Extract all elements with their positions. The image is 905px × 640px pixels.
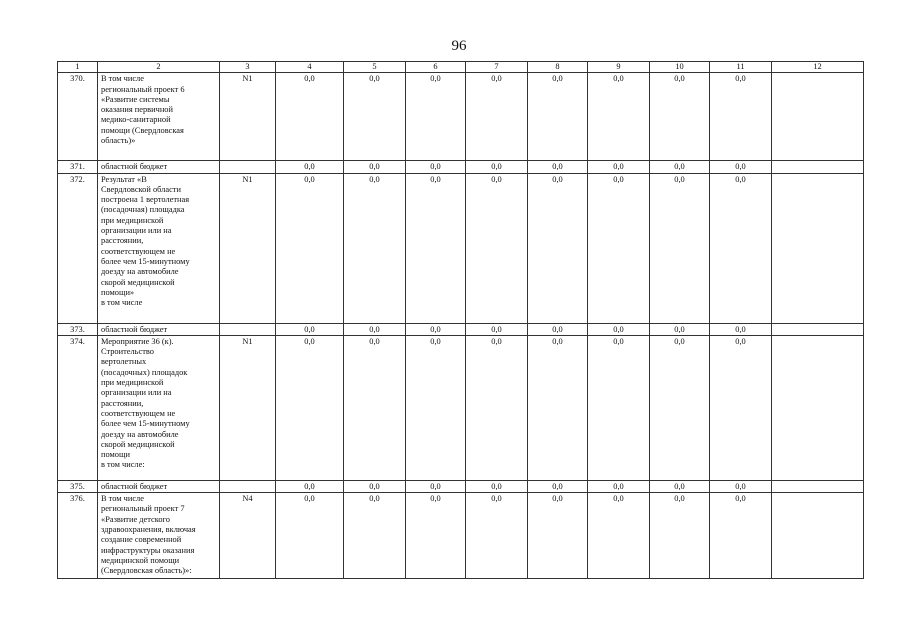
column-header: 2 xyxy=(98,62,220,73)
row-code xyxy=(220,480,276,492)
note-cell xyxy=(772,480,864,492)
value-cell: 0,0 xyxy=(276,493,344,579)
value-cell: 0,0 xyxy=(588,480,650,492)
column-header: 9 xyxy=(588,62,650,73)
value-cell: 0,0 xyxy=(710,173,772,323)
note-cell xyxy=(772,73,864,161)
value-cell: 0,0 xyxy=(528,480,588,492)
value-cell: 0,0 xyxy=(650,323,710,335)
row-name: областной бюджет xyxy=(98,480,220,492)
value-cell: 0,0 xyxy=(344,493,406,579)
value-cell: 0,0 xyxy=(528,161,588,173)
note-cell xyxy=(772,335,864,480)
column-header: 4 xyxy=(276,62,344,73)
value-cell: 0,0 xyxy=(276,161,344,173)
value-cell: 0,0 xyxy=(528,173,588,323)
value-cell: 0,0 xyxy=(650,173,710,323)
row-name: Результат «В Свердловской области построена 1 вертолетная (посадочная) площадка при медицинской организации или на расстоянии, соответствующем не более чем 15-минутному доезду на автомобиле скорой медицинской помощи» в том числе xyxy=(98,173,220,323)
row-code: N1 xyxy=(220,335,276,480)
row-name: В том числе региональный проект 7 «Развитие детского здравоохранения, включая создание современной инфраструктуры оказания медицинской помощи (Свердловская область)»: xyxy=(98,493,220,579)
value-cell: 0,0 xyxy=(588,73,650,161)
row-name: Мероприятие 36 (к). Строительство вертолетных (посадочных) площадок при медицинской организации или на расстоянии, соответствующем не более чем 15-минутному доезду на автомобиле скорой медицинской помощи в том числе: xyxy=(98,335,220,480)
column-header: 11 xyxy=(710,62,772,73)
value-cell: 0,0 xyxy=(466,73,528,161)
table-row xyxy=(58,493,864,579)
table-row xyxy=(58,323,864,335)
value-cell: 0,0 xyxy=(344,335,406,480)
row-number: 376. xyxy=(58,493,98,579)
value-cell: 0,0 xyxy=(710,493,772,579)
row-number: 373. xyxy=(58,323,98,335)
row-code: N1 xyxy=(220,173,276,323)
value-cell: 0,0 xyxy=(344,323,406,335)
value-cell: 0,0 xyxy=(344,480,406,492)
column-header: 8 xyxy=(528,62,588,73)
row-number: 370. xyxy=(58,73,98,161)
value-cell: 0,0 xyxy=(650,335,710,480)
value-cell: 0,0 xyxy=(406,480,466,492)
value-cell: 0,0 xyxy=(650,73,710,161)
value-cell: 0,0 xyxy=(466,323,528,335)
value-cell: 0,0 xyxy=(406,335,466,480)
value-cell: 0,0 xyxy=(466,335,528,480)
column-header: 5 xyxy=(344,62,406,73)
column-header: 1 xyxy=(58,62,98,73)
value-cell: 0,0 xyxy=(276,323,344,335)
column-header: 6 xyxy=(406,62,466,73)
value-cell: 0,0 xyxy=(650,480,710,492)
value-cell: 0,0 xyxy=(710,73,772,161)
value-cell: 0,0 xyxy=(406,161,466,173)
table-header-row xyxy=(58,62,864,73)
value-cell: 0,0 xyxy=(588,161,650,173)
value-cell: 0,0 xyxy=(528,493,588,579)
value-cell: 0,0 xyxy=(344,161,406,173)
value-cell: 0,0 xyxy=(710,480,772,492)
table-row xyxy=(58,161,864,173)
value-cell: 0,0 xyxy=(528,335,588,480)
value-cell: 0,0 xyxy=(276,73,344,161)
value-cell: 0,0 xyxy=(710,323,772,335)
column-header: 12 xyxy=(772,62,864,73)
note-cell xyxy=(772,323,864,335)
value-cell: 0,0 xyxy=(588,323,650,335)
budget-table xyxy=(57,61,864,579)
value-cell: 0,0 xyxy=(406,493,466,579)
value-cell: 0,0 xyxy=(406,173,466,323)
table-row xyxy=(58,73,864,161)
value-cell: 0,0 xyxy=(406,73,466,161)
row-name: областной бюджет xyxy=(98,323,220,335)
value-cell: 0,0 xyxy=(528,73,588,161)
value-cell: 0,0 xyxy=(344,173,406,323)
table-row xyxy=(58,335,864,480)
value-cell: 0,0 xyxy=(588,173,650,323)
value-cell: 0,0 xyxy=(650,493,710,579)
row-number: 372. xyxy=(58,173,98,323)
row-number: 371. xyxy=(58,161,98,173)
row-name: В том числе региональный проект 6 «Развитие системы оказания первичной медико-санитарной помощи (Свердловская область)» xyxy=(98,73,220,161)
table-row xyxy=(58,173,864,323)
value-cell: 0,0 xyxy=(406,323,466,335)
value-cell: 0,0 xyxy=(466,480,528,492)
column-header: 7 xyxy=(466,62,528,73)
value-cell: 0,0 xyxy=(466,493,528,579)
page-number: 96 xyxy=(451,38,467,54)
note-cell xyxy=(772,173,864,323)
value-cell: 0,0 xyxy=(588,335,650,480)
column-header: 10 xyxy=(650,62,710,73)
value-cell: 0,0 xyxy=(466,161,528,173)
row-number: 375. xyxy=(58,480,98,492)
row-code: N4 xyxy=(220,493,276,579)
value-cell: 0,0 xyxy=(276,335,344,480)
row-code xyxy=(220,161,276,173)
row-code: N1 xyxy=(220,73,276,161)
column-header: 3 xyxy=(220,62,276,73)
value-cell: 0,0 xyxy=(650,161,710,173)
row-name: областной бюджет xyxy=(98,161,220,173)
value-cell: 0,0 xyxy=(528,323,588,335)
value-cell: 0,0 xyxy=(710,161,772,173)
note-cell xyxy=(772,493,864,579)
note-cell xyxy=(772,161,864,173)
table-row xyxy=(58,480,864,492)
value-cell: 0,0 xyxy=(466,173,528,323)
value-cell: 0,0 xyxy=(710,335,772,480)
row-number: 374. xyxy=(58,335,98,480)
value-cell: 0,0 xyxy=(588,493,650,579)
row-code xyxy=(220,323,276,335)
value-cell: 0,0 xyxy=(276,173,344,323)
value-cell: 0,0 xyxy=(344,73,406,161)
value-cell: 0,0 xyxy=(276,480,344,492)
